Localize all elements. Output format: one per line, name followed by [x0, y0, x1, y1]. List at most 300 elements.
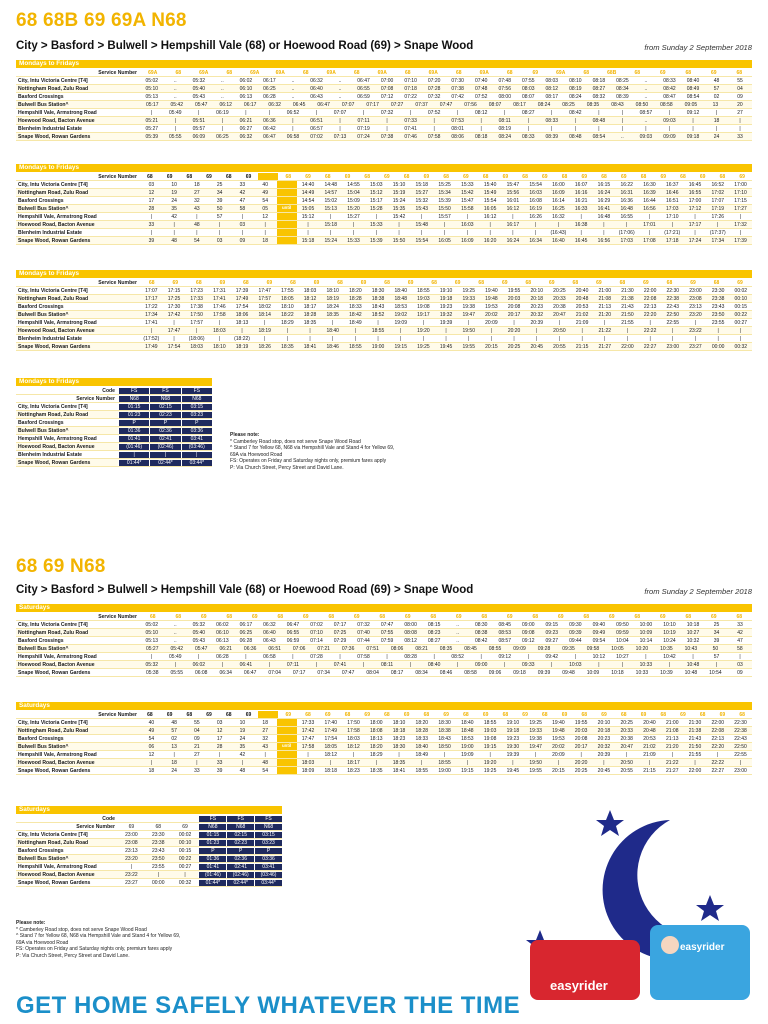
timetable-grid: [16, 173, 752, 245]
time-cell: 06:28: [239, 637, 253, 644]
time-cell: 18:08: [370, 727, 383, 734]
time-cell: 42: [737, 629, 743, 636]
time-cell: 16:56: [643, 205, 656, 212]
time-cell: |: [645, 125, 647, 132]
time-cell: |: [489, 229, 491, 236]
time-cell: 18:05: [281, 295, 294, 302]
time-cell: 15:24: [324, 237, 337, 244]
time-cell: |: [603, 229, 605, 236]
time-cell: |: [219, 229, 221, 236]
time-cell: 16:29: [597, 197, 611, 204]
time-cell: 08:54: [592, 133, 606, 140]
time-cell: 15:54: [415, 237, 429, 244]
time-cell: 21:15: [575, 343, 589, 350]
time-cell: 18:29: [281, 319, 294, 326]
time-cell: 48: [239, 767, 246, 774]
time-cell: 08:34: [415, 669, 428, 676]
service-cell: 69: [443, 711, 449, 718]
time-cell: |: [580, 213, 582, 220]
time-cell: 17:32: [734, 221, 747, 228]
time-cell: 17:03: [665, 205, 679, 212]
time-cell: 08:57: [498, 637, 511, 644]
time-cell: 07:10: [310, 629, 323, 636]
time-cell: |: [218, 319, 220, 326]
time-cell: 08:08: [404, 629, 417, 636]
time-cell: 18:19: [235, 343, 249, 350]
time-cell: |: [694, 229, 696, 236]
time-cell: 18:10: [326, 287, 339, 294]
time-cell: 08:12: [545, 85, 559, 92]
time-cell: 06:58: [286, 133, 300, 140]
code-cell: FS: [149, 388, 180, 394]
time-cell: 15:03: [370, 181, 383, 188]
time-cell: 07:40: [357, 629, 370, 636]
time-cell: 16:14: [552, 197, 565, 204]
time-cell: 39: [148, 237, 155, 244]
time-cell: 21:02: [643, 743, 656, 750]
stop-row: [16, 669, 752, 677]
time-cell: 09:50: [616, 621, 629, 628]
service-cell: 69: [403, 711, 410, 718]
time-cell: 22:50: [734, 743, 747, 750]
service-cell: 69: [166, 173, 173, 180]
time-cell: 19:50: [462, 327, 475, 334]
gap-cell: [277, 767, 297, 774]
time-cell: 08:17: [513, 101, 526, 108]
time-cell: 18:49: [349, 319, 362, 326]
time-cell: 21:15: [643, 767, 656, 774]
time-cell: 20:48: [643, 727, 656, 734]
time-cell: 21:00: [665, 719, 679, 726]
time-cell: 07:36: [341, 645, 355, 652]
time-cell: 00:32: [734, 343, 748, 350]
time-cell: 14:49: [301, 189, 315, 196]
service-cell: 68: [542, 711, 548, 718]
time-cell: 23:00: [734, 767, 747, 774]
service-cell: 69: [557, 613, 564, 620]
service-number-label: Service Number: [98, 613, 137, 620]
time-cell: 03: [239, 221, 246, 228]
time-cell: 06:17: [243, 101, 257, 108]
time-cell: 06:42: [263, 125, 276, 132]
time-cell: 39: [713, 637, 720, 644]
service-cell: 69: [643, 279, 649, 286]
time-cell: 10:18: [611, 669, 624, 676]
time-cell: 17:58: [213, 311, 226, 318]
time-cell: 09:58: [586, 645, 600, 652]
time-cell: 21:27: [598, 343, 612, 350]
service-cell: 69: [251, 613, 258, 620]
service-cell: 69: [182, 823, 188, 830]
time-cell: |: [480, 117, 482, 124]
stop-label: Hoewood Road, Bacton Avenue: [18, 327, 95, 334]
time-cell: 00:02: [734, 287, 748, 294]
time-cell: 06:51: [310, 117, 323, 124]
service-row: [16, 395, 212, 403]
time-cell: 15:18: [324, 221, 337, 228]
time-cell: 18:17: [303, 303, 317, 310]
time-cell: |: [330, 229, 332, 236]
time-cell: 17:54: [324, 735, 337, 742]
time-cell: 18:22: [281, 311, 294, 318]
time-cell: 23:00: [125, 831, 138, 838]
time-cell: 08:39: [616, 93, 629, 100]
service-cell: 68: [226, 69, 233, 76]
time-cell: |: [513, 335, 515, 342]
time-cell: |: [196, 759, 198, 766]
time-cell: 05:49: [169, 109, 182, 116]
time-cell: 21:30: [621, 287, 634, 294]
time-cell: 23:38: [151, 839, 165, 846]
time-cell: 18:41: [392, 767, 406, 774]
time-cell: |: [174, 117, 176, 124]
service-cell: N68: [226, 824, 254, 830]
time-cell: 32: [194, 197, 200, 204]
time-cell: 43: [194, 205, 200, 212]
time-cell: 23:30: [151, 831, 165, 838]
service-cell: 68: [634, 69, 641, 76]
time-cell: 07:52: [427, 109, 441, 116]
time-cell: 16:21: [574, 197, 588, 204]
stop-label: Blenheim Industrial Estate: [18, 229, 82, 236]
stop-row: [16, 335, 752, 343]
time-cell: |: [668, 109, 671, 116]
time-cell: 23:55: [151, 863, 165, 870]
time-cell: 17:30: [167, 303, 181, 310]
time-cell: 18:23: [347, 767, 360, 774]
stop-row: [16, 205, 752, 213]
stop-row: [16, 229, 752, 237]
time-cell: 06:25: [263, 85, 276, 92]
time-cell: 17:39: [734, 237, 747, 244]
time-cell: 16:55: [688, 189, 702, 196]
time-cell: |: [603, 759, 605, 766]
time-cell: 06:41: [239, 661, 253, 668]
time-cell: |: [457, 109, 459, 116]
time-cell: 00:15: [178, 847, 192, 854]
time-cell: |: [422, 335, 425, 342]
time-cell: 07:13: [333, 133, 347, 140]
time-cell: |: [377, 335, 379, 342]
time-cell: |: [198, 109, 200, 116]
time-cell: 01:23: [118, 412, 149, 418]
time-cell: 07:51: [366, 645, 379, 652]
stop-label: Hoewood Road, Bacton Avenue: [18, 759, 95, 766]
time-cell: 06:28: [263, 93, 276, 100]
time-cell: 06:28: [216, 653, 229, 660]
time-cell: 15:28: [370, 205, 383, 212]
time-cell: |: [715, 661, 718, 668]
time-cell: 18:20: [370, 743, 383, 750]
from-date-2: from Sunday 2 September 2018: [644, 587, 752, 596]
time-cell: 05:57: [192, 125, 206, 132]
time-cell: 15:33: [461, 181, 474, 188]
stop-row: [16, 125, 752, 133]
time-cell: ..: [291, 93, 295, 100]
time-cell: |: [309, 327, 311, 334]
time-cell: |: [489, 221, 491, 228]
time-cell: 09:54: [592, 637, 606, 644]
service-cell: 69: [710, 69, 717, 76]
time-cell: 18: [262, 719, 268, 726]
time-cell: |: [534, 221, 537, 228]
time-cell: |: [386, 117, 388, 124]
time-cell: P: [181, 420, 212, 426]
time-cell: 06:27: [239, 125, 253, 132]
time-cell: |: [398, 229, 400, 236]
time-cell: 48: [171, 719, 177, 726]
time-cell: 18:17: [347, 759, 360, 766]
time-cell: 08:50: [635, 101, 649, 108]
time-cell: 05:47: [194, 101, 208, 108]
time-cell: 17:40: [324, 719, 337, 726]
time-cell: 08:00: [404, 621, 417, 628]
time-cell: |: [309, 335, 311, 342]
time-cell: 09:39: [569, 629, 582, 636]
time-cell: |: [292, 117, 294, 124]
time-cell: 07:42: [451, 93, 464, 100]
time-cell: 07:58: [357, 653, 370, 660]
time-cell: 20:48: [575, 295, 589, 302]
time-cell: 08:17: [545, 93, 559, 100]
service-cell: 68: [430, 613, 437, 620]
stop-label: Basford Crossings: [18, 847, 64, 854]
stop-label: Hempshill Vale, Armstrong Road: [18, 435, 97, 442]
time-cell: 19:00: [438, 767, 451, 774]
time-cell: |: [598, 661, 600, 668]
time-cell: 18:55: [371, 327, 385, 334]
stop-label: Snape Wood, Rowan Gardens: [18, 767, 91, 774]
stop-label: Hoewood Road, Bacton Avenue: [18, 443, 95, 450]
time-cell: 08:28: [404, 653, 417, 660]
time-cell: 17:46: [213, 303, 226, 310]
stop-label: Nottingham Road, Zulu Road: [18, 839, 89, 846]
time-cell: |: [375, 229, 377, 236]
gap-cell: [277, 751, 297, 758]
time-cell: 17:47: [258, 287, 271, 294]
time-cell: 07:48: [474, 85, 488, 92]
time-cell: 19:53: [485, 303, 498, 310]
time-cell: 17:50: [190, 311, 203, 318]
time-cell: 15:39: [370, 237, 383, 244]
time-cell: ..: [338, 93, 342, 100]
stop-label: City, Intu Victoria Centre [T4]: [18, 403, 88, 410]
band-label: Mondays to Fridays: [16, 378, 212, 386]
time-cell: 15:12: [370, 189, 383, 196]
time-cell: |: [307, 751, 309, 758]
time-cell: 08:52: [451, 653, 464, 660]
time-cell: 05:32: [192, 77, 206, 84]
time-cell: |: [433, 653, 435, 660]
time-cell: |: [694, 759, 696, 766]
service-cell: 68: [666, 279, 673, 286]
time-cell: 10:12: [592, 653, 606, 660]
time-cell: 23:38: [711, 295, 725, 302]
service-cell: 69: [739, 173, 745, 180]
time-cell: |: [692, 125, 694, 132]
time-cell: 06: [148, 743, 155, 750]
service-cell: 68: [719, 173, 726, 180]
time-cell: 21:20: [598, 311, 612, 318]
time-cell: ..: [338, 85, 342, 92]
time-cell: 16:44: [643, 197, 656, 204]
service-cell: 68: [364, 173, 370, 180]
gap-cell: [277, 237, 297, 244]
time-cell: 19:39: [439, 319, 453, 326]
time-cell: |: [480, 653, 482, 660]
time-cell: 12: [148, 751, 155, 758]
time-cell: 03:15: [181, 404, 212, 410]
timetable-grid: [16, 711, 752, 775]
time-cell: 15:50: [392, 237, 406, 244]
time-cell: 17:15: [167, 287, 181, 294]
time-cell: ..: [173, 93, 177, 100]
time-cell: 08:58: [660, 101, 673, 108]
time-cell: |: [157, 871, 159, 878]
time-cell: 20:17: [507, 311, 521, 318]
stop-label: Hempshill Vale, Armstrong Road: [18, 109, 97, 116]
time-cell: 55: [737, 77, 743, 84]
code-row: [16, 815, 282, 823]
time-cell: 10:42: [663, 653, 676, 660]
time-cell: |: [409, 661, 412, 668]
time-cell: 55: [194, 719, 200, 726]
time-cell: 20:18: [530, 295, 544, 302]
time-cell: 16:48: [597, 213, 611, 220]
easyrider-card-blue: [650, 925, 750, 1000]
time-cell: |: [339, 125, 341, 132]
time-cell: 08:24: [537, 101, 551, 108]
time-cell: 05:02: [145, 77, 159, 84]
time-cell: |: [196, 213, 198, 220]
time-cell: 48: [194, 221, 200, 228]
time-cell: 18:38: [371, 295, 385, 302]
time-cell: 08:48: [569, 133, 582, 140]
time-cell: 20:03: [507, 295, 521, 302]
time-cell: 00:00: [711, 343, 725, 350]
time-cell: 18:20: [415, 719, 429, 726]
time-cell: 17: [148, 197, 155, 204]
service-cell: 68: [583, 69, 590, 76]
time-cell: 32: [262, 735, 268, 742]
time-cell: 15:42: [461, 189, 474, 196]
time-cell: 08:35: [586, 101, 600, 108]
time-cell: 16:05: [483, 205, 497, 212]
time-cell: 16:17: [506, 221, 520, 228]
service-cell: 69: [206, 173, 212, 180]
service-cell: 69: [344, 173, 351, 180]
time-cell: |: [692, 653, 694, 660]
time-cell: 18:43: [371, 303, 385, 310]
time-cell: 22:55: [666, 319, 680, 326]
time-cell: |: [717, 221, 719, 228]
stop-row: [16, 419, 212, 427]
time-cell: 09:00: [522, 621, 535, 628]
time-cell: 18: [148, 767, 155, 774]
time-cell: 22:30: [734, 719, 747, 726]
stop-label: Basford Crossings: [18, 419, 64, 426]
service-cell: 69A: [377, 69, 387, 76]
time-cell: 15:17: [370, 197, 383, 204]
time-cell: |: [603, 221, 605, 228]
service-row: [16, 69, 752, 77]
stop-row: [16, 645, 752, 653]
service-cell: 68: [532, 613, 539, 620]
time-cell: 08:25: [616, 77, 629, 84]
time-cell: 33: [737, 133, 743, 140]
time-cell: 18:41: [303, 343, 317, 350]
time-cell: 09: [194, 735, 200, 742]
service-cell: 69A: [148, 69, 158, 76]
time-cell: 17: [216, 735, 223, 742]
time-cell: 18:33: [415, 735, 429, 742]
time-cell: 17:00: [734, 181, 747, 188]
time-cell: 08:35: [439, 645, 453, 652]
time-cell: 16:45: [688, 181, 702, 188]
service-row: [16, 613, 752, 621]
time-cell: |: [362, 661, 365, 668]
time-cell: 02:15: [149, 404, 180, 410]
time-cell: 17:55: [281, 287, 294, 294]
service-cell: 69: [596, 279, 602, 286]
time-cell: 06:10: [216, 629, 229, 636]
time-cell: 06:58: [263, 653, 276, 660]
stop-row: [16, 427, 212, 435]
stop-label: Bulwell Bus Station^: [18, 743, 69, 750]
time-cell: 16:41: [597, 205, 611, 212]
service-cell: 68: [353, 69, 360, 76]
time-cell: 18:23: [392, 735, 406, 742]
time-cell: |: [268, 661, 271, 668]
time-cell: 15:19: [392, 189, 406, 196]
time-cell: |: [150, 327, 152, 334]
time-cell: 18:55: [415, 767, 429, 774]
time-cell: 08:40: [686, 77, 700, 84]
time-cell: 19:33: [462, 295, 475, 302]
time-cell: ..: [173, 77, 177, 84]
time-cell: 08:19: [569, 85, 582, 92]
service-cell: N68: [198, 824, 226, 830]
time-cell: P: [198, 848, 226, 854]
time-cell: 05:42: [170, 645, 183, 652]
time-cell: |: [409, 109, 412, 116]
time-cell: |: [398, 751, 400, 758]
time-cell: 03:23: [254, 840, 282, 846]
stop-row: [16, 863, 282, 871]
stop-row: [16, 435, 212, 443]
time-cell: 20:25: [574, 767, 588, 774]
time-cell: 17:18: [665, 237, 679, 244]
time-cell: 23:22: [689, 327, 702, 334]
time-cell: 10:39: [660, 669, 673, 676]
time-cell: 08:30: [474, 621, 488, 628]
time-cell: 34: [216, 189, 223, 196]
time-cell: 17:01: [643, 221, 656, 228]
time-cell: 18:55: [349, 343, 362, 350]
time-cell: 07:17: [292, 669, 306, 676]
card-brand-text: easyrider: [550, 978, 608, 993]
stop-label: Bulwell Bus Station^: [18, 855, 69, 862]
time-cell: |: [174, 125, 176, 132]
time-cell: 21:55: [688, 751, 702, 758]
time-cell: 20:09: [485, 319, 498, 326]
time-cell: |: [457, 661, 459, 668]
time-cell: |: [527, 125, 529, 132]
time-cell: 10:32: [686, 637, 700, 644]
time-cell: 18:18: [392, 727, 406, 734]
time-cell: 16:30: [643, 181, 656, 188]
time-cell: 17:50: [347, 719, 360, 726]
